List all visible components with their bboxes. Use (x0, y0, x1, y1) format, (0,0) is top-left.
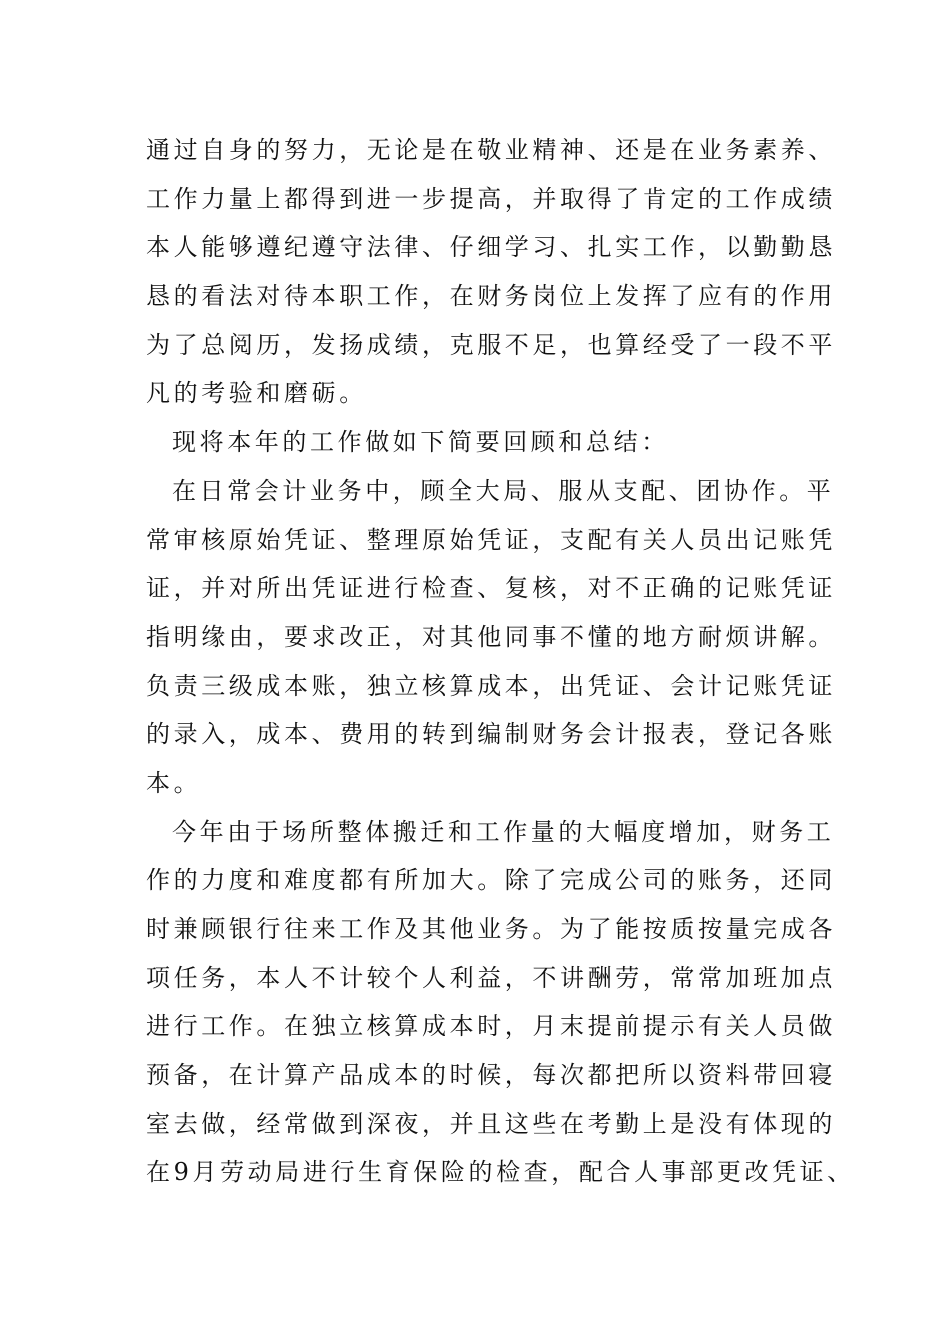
text-line: 恳的看法对待本职工作，在财务岗位上发挥了应有的作用 (146, 282, 836, 311)
paragraph-first-line: 在日常会计业务中，顾全大局、服从支配、团协作。平 (172, 476, 835, 505)
text-line: 通过自身的努力，无论是在敬业精神、还是在业务素养、 (146, 136, 836, 164)
text-line: 本。 (146, 768, 202, 797)
text-line: 工作力量上都得到进一步提高，并取得了肯定的工作成绩 (146, 184, 836, 213)
text-line: 进行工作。在独立核算成本时，月末提前提示有关人员做 (146, 1012, 836, 1041)
text-line: 指明缘由，要求改正，对其他同事不懂的地方耐烦讲解。 (146, 622, 836, 651)
text-line: 在9月劳动局进行生育保险的检查，配合人事部更改凭证、 (146, 1158, 855, 1187)
text-line: 作的力度和难度都有所加大。除了完成公司的账务，还同 (146, 866, 836, 895)
paragraph-first-line: 今年由于场所整体搬迁和工作量的大幅度增加，财务工 (172, 817, 835, 846)
paragraph-first-line: 现将本年的工作做如下简要回顾和总结： (172, 428, 669, 457)
text-line: 预备，在计算产品成本的时候，每次都把所以资料带回寝 (146, 1061, 836, 1090)
text-line: 为了总阅历，发扬成绩，克服不足，也算经受了一段不平 (146, 330, 836, 359)
text-line: 室去做，经常做到深夜，并且这些在考勤上是没有体现的 (146, 1109, 836, 1138)
text-line: 常审核原始凭证、整理原始凭证，支配有关人员出记账凭 (146, 525, 836, 554)
text-line: 证，并对所出凭证进行检查、复核，对不正确的记账凭证 (146, 574, 836, 603)
text-line: 时兼顾银行往来工作及其他业务。为了能按质按量完成各 (146, 915, 836, 943)
text-line: 凡的考验和磨砺。 (146, 379, 367, 408)
text-line: 负责三级成本账，独立核算成本，出凭证、会计记账凭证 (146, 671, 836, 700)
body-text (146, 126, 855, 1197)
text-line: 的录入，成本、费用的转到编制财务会计报表，登记各账 (146, 720, 836, 749)
text-line: 本人能够遵纪遵守法律、仔细学习、扎实工作，以勤勤恳 (146, 233, 836, 262)
text-line: 项任务，本人不计较个人利益，不讲酬劳，常常加班加点 (146, 963, 836, 992)
